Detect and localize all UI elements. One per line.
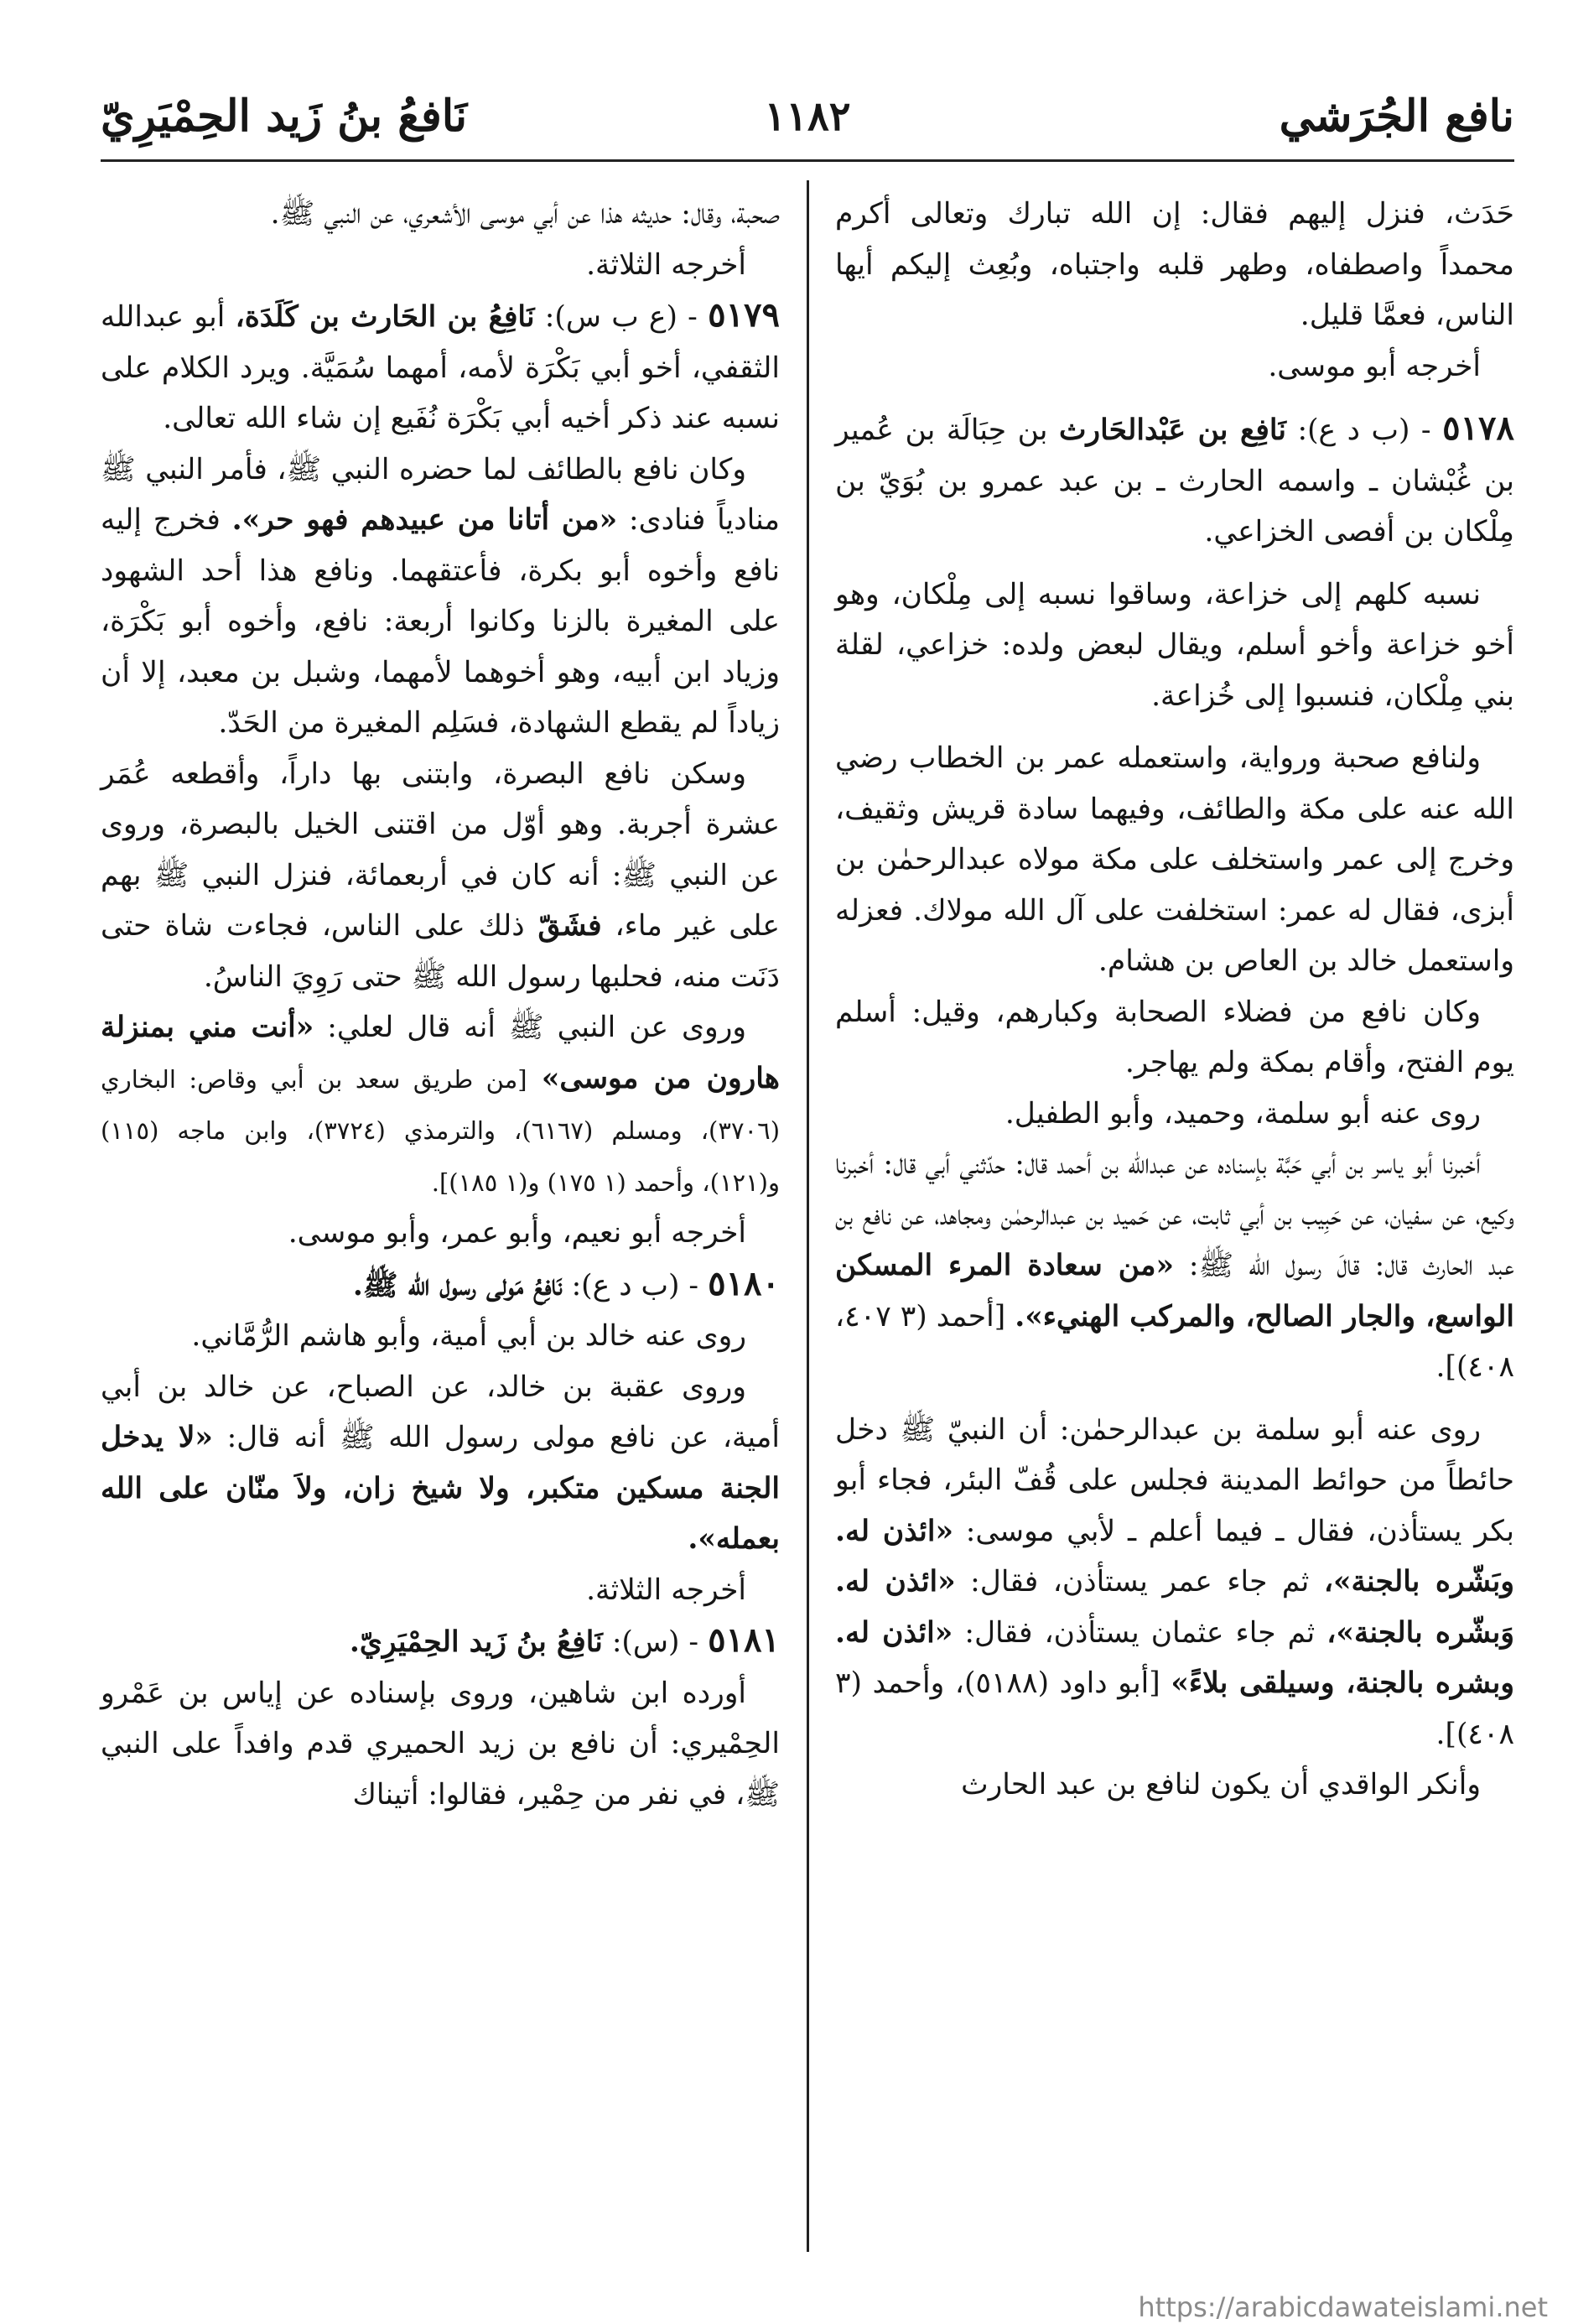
paragraph: وكان نافع من فضلاء الصحابة وكبارهم، وقيل: أسلم يوم الفتح، وأقام بمكة ولم يهاجر.: [835, 995, 1514, 1079]
text: وروى عقبة بن خالد، عن الصباح، عن خالد بن أبي أمية، عن نافع مولى رسول الله ﷺ أنه قال:: [101, 1370, 780, 1454]
paragraph: نسبه كلهم إلى خزاعة، وساقوا نسبه إلى مِلْكان، وهو أخو خزاعة وأخو أسلم، ويقال لبعض ولده: خزاعي، لقلة بني مِلْكان، فنسبوا إلى خُزاعة.: [835, 577, 1514, 713]
page-header: [101, 81, 1514, 153]
entry-code: - (ع ب س):: [544, 300, 698, 334]
text: فخرج إليه نافع وأخوه أبو بكرة، فأعتقهما. ونافع هذا أحد الشهود على المغيرة بالزنا وكانوا أربعة: نافع، وأخوه أبو بَكْرَة، وزياد ابن أبيه، وهو أخوهما لأمهما، وشبل بن معبد، إلا أن زياداً لم يقطع الشهادة، فسَلِم المغيرة من الحَدّ.: [101, 503, 780, 740]
paragraph: أخرجه الثلاثة.: [586, 1573, 746, 1607]
paragraph: [835, 1405, 1514, 1760]
text: ثم جاء عمر يستأذن، فقال:: [970, 1565, 1310, 1599]
paragraph: ولنافع صحبة ورواية، واستعمله عمر بن الخطاب رضي الله عنه على مكة والطائف، وفيهما سادة قريش وثقيف، وخرج إلى عمر واستخلف على مكة مولاه عبدالرحمٰن بن أبزى، فقال له عمر: استخلفت على آل الله مولاك. فعزله واستعمل خالد بن العاص بن هشام.: [835, 741, 1514, 978]
entry-number: ٥١٧٨: [1442, 408, 1515, 448]
header-rule: [101, 159, 1514, 162]
entry-number: ٥١٧٩: [708, 295, 781, 335]
text: وكان نافع بالطائف لما حضره النبي ﷺ، فأمر النبي ﷺ منادياً فنادى:: [101, 452, 780, 537]
hadith-text: «أنت مني بمنزلة هارون من موسى»: [101, 1011, 781, 1095]
text: روى عنه أبو سلمة بن عبدالرحمٰن: أن النبيّ ﷺ دخل حائطاً من حوائط المدينة فجلس على قُفّ البئر، فجاء أبو بكر يستأذن، فقال ـ فيما أعلم ـ لأبي موسى:: [835, 1412, 1514, 1548]
entry-code: - (س):: [611, 1625, 699, 1659]
paragraph: أخرجه أبو نعيم، وأبو عمر، وأبو موسى.: [288, 1216, 746, 1250]
reference: [أبو داود (٥١٨٨)، وأحمد (٣ ٤٠٨)].: [835, 1666, 1514, 1751]
column-divider: [807, 180, 809, 2252]
left-column: [101, 189, 780, 1820]
entry-code: - (ب د ع):: [1297, 413, 1431, 447]
entry-name: نَافِعُ مَولى رسول الله ﷺ.: [352, 1268, 563, 1302]
paragraph: [101, 749, 780, 1003]
entry-5178: [835, 403, 1514, 558]
hadith-text: فشَقّ: [537, 909, 602, 943]
text: ذلك على الناس، فجاءت شاة حتى دَنَت منه، فحلبها رسول الله ﷺ حتى رَوِيَ الناسُ.: [101, 909, 780, 994]
entry-text: بن حِبَالَة بن عُمير بن غُبْشان ـ واسمه الحارث ـ بن عبد عمرو بن بُوَيّ بن مِلْكان بن أفصى الخزاعي.: [835, 413, 1514, 549]
paragraph: روى عنه أبو سلمة، وحميد، وأبو الطفيل.: [1005, 1096, 1481, 1131]
hadith-text: «من سعادة المرء المسكن الواسع، والجار الصالح، والمركب الهنيء».: [835, 1249, 1514, 1334]
paragraph: [835, 1139, 1514, 1393]
paragraph: [101, 445, 780, 749]
text: وروى عن النبي ﷺ أنه قال لعلي:: [327, 1011, 747, 1044]
entry-5181: [101, 1615, 780, 1668]
entry-5180: [101, 1259, 780, 1312]
reference: [من طريق سعد بن أبي وقاص: البخاري (٣٧٠٦)، ومسلم (٦١٦٧)، والترمذي (٣٧٢٤)، وابن ماجه (١١٥) و(١٢١)، وأحمد (١ ١٧٥) و(١ ١٨٥)].: [101, 1064, 781, 1197]
text: وسكن نافع البصرة، وابتنى بها داراً، وأقطعه عُمَر عشرة أجربة. وهو أوّل من اقتنى الخيل بالبصرة، وروى عن النبي ﷺ: أنه كان في أربعمائة، فنزل النبي ﷺ بهم على غير ماء،: [101, 756, 780, 943]
paragraph: روى عنه خالد بن أبي أمية، وأبو هاشم الرُّمَّاني.: [191, 1319, 746, 1353]
running-title-right: نافع الجُرَشي: [1279, 91, 1514, 142]
entry-number: ٥١٨١: [708, 1620, 780, 1660]
paragraph: وأنكر الواقدي أن يكون لنافع بن عبد الحارث: [961, 1768, 1481, 1801]
entry-code: - (ب د ع):: [571, 1268, 699, 1302]
entry-5179: [101, 290, 780, 445]
hadith-text: «ائذن له. وَبشّره بالجنة»،: [835, 1565, 1515, 1650]
page-number: ١١٨٢: [764, 93, 851, 140]
paragraph: [101, 1362, 780, 1565]
paragraph: أخرجه الثلاثة.: [586, 247, 746, 282]
entry-text: أبو عبدالله الثقفي، أخو أبي بَكْرَة لأمه، أمهما سُمَيَّة. ويرد الكلام على نسبه عند ذكر أخيه أبي بَكْرَة نُفَيع إن شاء الله تعالى.: [101, 300, 780, 435]
hadith-text: «من أتانا من عبيدهم فهو حر».: [231, 503, 618, 537]
paragraph: أخرجه أبو موسى.: [1268, 349, 1481, 383]
paragraph: صحبة، وقال: حديثه هذا عن أبي موسى الأشعري، عن النبي ﷺ.: [270, 197, 780, 231]
entry-number: ٥١٨٠: [708, 1263, 780, 1303]
reference: [أحمد (٣ ٤٠٧، ٤٠٨)].: [835, 1299, 1514, 1384]
source-watermark: https://arabicdawateislami.net: [1138, 2291, 1548, 2323]
paragraph: أورده ابن شاهين، وروى بإسناده عن إياس بن عَمْرو الحِمْيري: أن نافع بن زيد الحميري قدم وافداً على النبي ﷺ، في نفر من حِمْير، فقالوا: أتيناك: [101, 1676, 780, 1812]
text: ثم جاء عثمان يستأذن، فقال:: [964, 1615, 1316, 1650]
running-title-left: نَافعُ بنُ زَيد الحِمْيَرِيّ: [101, 91, 468, 142]
text: أخبرنا أبو ياسر بن أبي حَبَّة بإسناده عن عبدالله بن أحمد قال: حدّثني أبي قال: أخبرنا وكيع، عن سفيان، عن حَبِيب بن أبي ثابت، عن حَميد بن عبدالرحمٰن ومجاهد، عن نافع بن عبد الحارث قال: قالَ رسول الله ﷺ:: [835, 1147, 1514, 1282]
hadith-text: «ائذن له. وبَشّره بالجنة»،: [835, 1514, 1514, 1599]
right-column: [835, 189, 1514, 1811]
entry-name: نَافِع بن عَبْدالحَارث: [1058, 413, 1286, 447]
hadith-text: «لا يدخل الجنة مسكين متكبر، ولا شيخ زان، ولاَ منّان على الله بعمله».: [101, 1421, 780, 1556]
paragraph: حَدَث، فنزل إليهم فقال: إن الله تبارك وتعالى أكرم محمداً واصطفاه، وطهر قلبه واجتباه، وبُعِث إليكم أيها الناس، فعمَّا قليل.: [835, 197, 1514, 332]
paragraph: [101, 1002, 780, 1208]
entry-name: نَافِعُ بن الحَارث بن كَلَدَة،: [235, 300, 535, 334]
hadith-text: «ائذن له. وبشره بالجنة، وسيلقى بلاءً»: [835, 1615, 1514, 1700]
entry-name: نَافِعُ بنُ زَيد الحِمْيَرِيّ.: [349, 1625, 603, 1659]
